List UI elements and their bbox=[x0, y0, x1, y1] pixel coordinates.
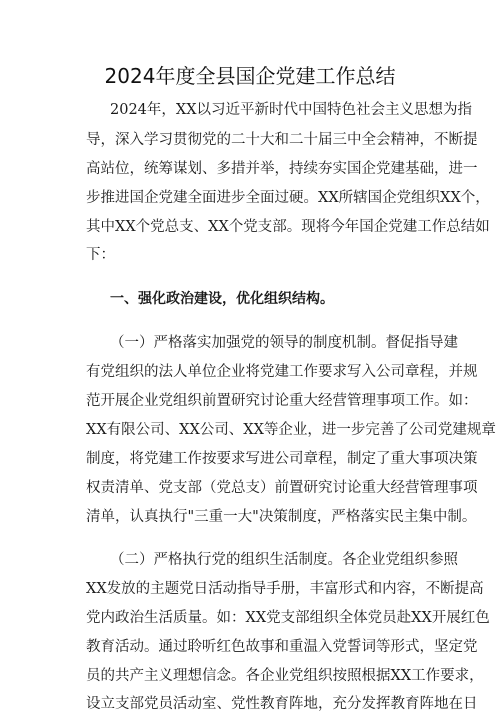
document-title: 2024年度全县国企党建工作总结 bbox=[104, 64, 396, 88]
paragraph-line: 范开展企业党组织前置研究讨论重大经营管理事项工作。如： bbox=[86, 393, 478, 409]
paragraph-line: 下： bbox=[86, 247, 115, 263]
paragraph-line: 有党组织的法人单位企业将党建工作要求写入公司章程，并规 bbox=[86, 364, 478, 380]
subsection-line: （一）严格落实加强党的领导的制度机制。督促指导建 bbox=[110, 335, 458, 351]
paragraph-line: 步推进国企党建全面进步全面过硬。XX所辖国企党组织XX个， bbox=[86, 190, 490, 206]
paragraph-line: 党内政治生活质量。如：XX党支部组织全体党员赴XX开展红色 bbox=[86, 610, 490, 626]
paragraph-line: XX有限公司、XX公司、XX等企业，进一步完善了公司党建规章 bbox=[86, 422, 496, 438]
section-heading: 一、强化政治建设，优化组织结构。 bbox=[110, 291, 334, 307]
paragraph-line: 导，深入学习贯彻党的二十大和二十届三中全会精神，不断提 bbox=[86, 132, 478, 148]
paragraph-line: 清单，认真执行"三重一大"决策制度，严格落实民主集中制。 bbox=[86, 509, 477, 525]
paragraph-line: 权责清单、党支部（党总支）前置研究讨论重大经营管理事项 bbox=[86, 480, 478, 496]
paragraph-line: 教育活动。通过聆听红色故事和重温入党誓词等形式，坚定党 bbox=[86, 639, 478, 655]
paragraph-line: 其中XX个党总支、XX个党支部。现将今年国企党建工作总结如 bbox=[86, 219, 490, 235]
paragraph-line: 员的共产主义理想信念。各企业党组织按照根据XX工作要求， bbox=[86, 668, 484, 684]
paragraph-line: 2024年，XX以习近平新时代中国特色社会主义思想为指 bbox=[110, 102, 473, 118]
subsection-line: （二）严格执行党的组织生活制度。各企业党组织参照 bbox=[110, 552, 458, 568]
paragraph-line: 制度，将党建工作按要求写进公司章程，制定了重大事项决策 bbox=[86, 451, 478, 467]
paragraph-line: XX发放的主题党日活动指导手册，丰富形式和内容，不断提高 bbox=[86, 581, 484, 597]
paragraph-line: 设立支部党员活动室、党性教育阵地，充分发挥教育阵地在日 bbox=[86, 696, 478, 712]
paragraph-line: 高站位，统筹谋划、多措并举，持续夯实国企党建基础，进一 bbox=[86, 161, 478, 177]
